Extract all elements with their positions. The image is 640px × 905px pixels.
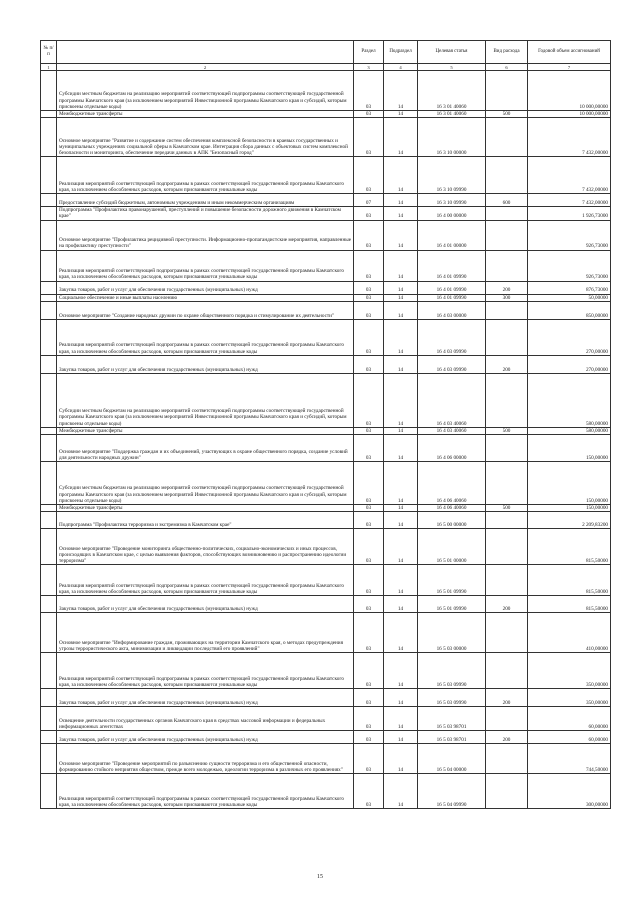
row-target-cell: 16 4 03 40060 xyxy=(418,373,486,427)
row-amount-cell: 270,00000 xyxy=(528,355,611,373)
row-num-cell xyxy=(41,596,57,613)
row-section-cell: 03 xyxy=(354,707,384,731)
row-section-cell: 07 xyxy=(354,194,384,207)
row-subsection-cell: 14 xyxy=(384,744,418,774)
row-amount-cell: 300,00000 xyxy=(528,774,611,809)
row-section-cell: 03 xyxy=(354,294,384,301)
header-exptype: Вид расхода xyxy=(486,41,528,64)
row-target-cell: 16 5 03 98701 xyxy=(418,731,486,744)
colnum: 1 xyxy=(41,64,57,71)
header-amount: Годовой объем ассигнований xyxy=(528,41,611,64)
header-section: Раздел xyxy=(354,41,384,64)
row-name-cell: Подпрограмма "Профилактика правонарушений, преступлений и повышение безопасности дорожного движения в Камчатском крае" xyxy=(57,207,354,220)
row-exptype-cell xyxy=(486,250,528,281)
row-subsection-cell: 14 xyxy=(384,207,418,220)
row-target-cell: 16 3 10 09990 xyxy=(418,157,486,194)
table-row xyxy=(41,157,611,194)
row-section-cell: 03 xyxy=(354,565,384,596)
row-subsection-cell: 14 xyxy=(384,157,418,194)
row-amount-cell: 580,00000 xyxy=(528,427,611,434)
row-name-cell: Реализация мероприятий соответствующей подпрограммы в рамках соответствующей государственной программы Камчатского края, за исключением обособленных расходов, которым присваиваются уникальные коды xyxy=(57,319,354,355)
row-name-cell: Субсидии местным бюджетам на реализацию мероприятий соответствующей подпрограммы соответствующей государственной программы Камчатского края (за исключением мероприятий Инвестиционной программы Камчатского края и субсидий, которым присвоены отдельные коды) xyxy=(57,71,354,111)
row-amount-cell: 580,00000 xyxy=(528,373,611,427)
row-num-cell xyxy=(41,689,57,707)
table-row xyxy=(41,71,611,111)
row-section-cell: 03 xyxy=(354,118,384,157)
row-target-cell: 16 5 04 09990 xyxy=(418,774,486,809)
row-target-cell: 16 4 06 00000 xyxy=(418,435,486,462)
row-section-cell: 03 xyxy=(354,220,384,250)
row-amount-cell: 350,00000 xyxy=(528,689,611,707)
row-num-cell xyxy=(41,294,57,301)
row-amount-cell: 50,00000 xyxy=(528,294,611,301)
row-exptype-cell: 200 xyxy=(486,281,528,294)
row-section-cell: 03 xyxy=(354,281,384,294)
row-num-cell xyxy=(41,529,57,565)
table-row xyxy=(41,435,611,462)
row-name-cell: Межбюджетные трансферты xyxy=(57,111,354,118)
row-exptype-cell: 300 xyxy=(486,294,528,301)
row-target-cell: 16 5 03 00000 xyxy=(418,613,486,653)
row-num-cell xyxy=(41,207,57,220)
row-subsection-cell: 14 xyxy=(384,565,418,596)
row-exptype-cell: 200 xyxy=(486,731,528,744)
budget-sheet xyxy=(40,40,610,809)
row-subsection-cell: 14 xyxy=(384,250,418,281)
row-num-cell xyxy=(41,774,57,809)
row-subsection-cell: 14 xyxy=(384,653,418,689)
row-num-cell xyxy=(41,250,57,281)
row-section-cell: 03 xyxy=(354,435,384,462)
row-exptype-cell xyxy=(486,435,528,462)
row-section-cell: 03 xyxy=(354,373,384,427)
header-subsection: Подраздел xyxy=(384,41,418,64)
row-amount-cell: 150,00000 xyxy=(528,435,611,462)
row-subsection-cell: 14 xyxy=(384,373,418,427)
table-row xyxy=(41,355,611,373)
row-subsection-cell: 14 xyxy=(384,596,418,613)
row-target-cell: 16 4 00 00000 xyxy=(418,207,486,220)
colnum: 6 xyxy=(486,64,528,71)
table-row xyxy=(41,653,611,689)
row-name-cell: Субсидии местным бюджетам на реализацию мероприятий соответствующей подпрограммы соответствующей государственной программы Камчатского края (за исключением мероприятий Инвестиционной программы Камчатского края и субсидий, которым присвоены отдельные коды) xyxy=(57,462,354,505)
row-target-cell: 16 4 01 09990 xyxy=(418,281,486,294)
row-exptype-cell xyxy=(486,71,528,111)
row-num-cell xyxy=(41,373,57,427)
row-section-cell: 03 xyxy=(354,301,384,319)
row-section-cell: 03 xyxy=(354,744,384,774)
row-subsection-cell: 14 xyxy=(384,774,418,809)
row-name-cell: Реализация мероприятий соответствующей подпрограммы в рамках соответствующей государственной программы Камчатского края, за исключением обособленных расходов, которым присваиваются уникальные коды xyxy=(57,653,354,689)
row-exptype-cell xyxy=(486,462,528,505)
table-row xyxy=(41,220,611,250)
table-row xyxy=(41,565,611,596)
row-subsection-cell: 14 xyxy=(384,319,418,355)
row-num-cell xyxy=(41,613,57,653)
row-num-cell xyxy=(41,111,57,118)
colnum: 4 xyxy=(384,64,418,71)
row-amount-cell: 7 432,00000 xyxy=(528,157,611,194)
row-exptype-cell: 600 xyxy=(486,194,528,207)
row-target-cell: 16 5 03 98701 xyxy=(418,707,486,731)
row-subsection-cell: 14 xyxy=(384,355,418,373)
row-target-cell: 16 4 01 09990 xyxy=(418,294,486,301)
row-section-cell: 03 xyxy=(354,529,384,565)
row-target-cell: 16 5 01 09990 xyxy=(418,596,486,613)
row-subsection-cell: 14 xyxy=(384,707,418,731)
row-target-cell: 16 4 06 40060 xyxy=(418,505,486,512)
row-num-cell xyxy=(41,319,57,355)
row-section-cell: 03 xyxy=(354,731,384,744)
table-row xyxy=(41,373,611,427)
colnum: 7 xyxy=(528,64,611,71)
row-subsection-cell: 14 xyxy=(384,118,418,157)
row-name-cell: Основное мероприятие "Информирование граждан, проживающих на территории Камчатского края, о методах предупреждения угрозы террористического акта, минимизации и ликвидации последствий его проявлений" xyxy=(57,613,354,653)
row-exptype-cell xyxy=(486,707,528,731)
row-subsection-cell: 14 xyxy=(384,435,418,462)
row-name-cell: Реализация мероприятий соответствующей подпрограммы в рамках соответствующей государственной программы Камчатского края, за исключением обособленных расходов, которым присваиваются уникальные коды xyxy=(57,565,354,596)
row-subsection-cell: 14 xyxy=(384,689,418,707)
row-name-cell: Основное мероприятие "Проведение мероприятий по разъяснению сущности терроризма и его общественной опасности, формированию стойкого неприятия обществом, прежде всего молодежью, идеологии терроризма в различных его проявлениях" xyxy=(57,744,354,774)
row-exptype-cell xyxy=(486,220,528,250)
row-name-cell: Основное мероприятие "Развитие и содержание систем обеспечения комплексной безопасности в краевых государственных и муниципальных учреждениях социальной сферы в Камчатском крае. Интеграция сбора данных с объектовых систем комплексной безопасности и мониторинга, обеспечение передачи данных в АПК "Безопасный город" xyxy=(57,118,354,157)
table-row xyxy=(41,731,611,744)
column-number-row xyxy=(41,64,611,71)
row-name-cell: Межбюджетные трансферты xyxy=(57,427,354,434)
row-section-cell: 03 xyxy=(354,71,384,111)
row-name-cell: Межбюджетные трансферты xyxy=(57,505,354,512)
row-exptype-cell xyxy=(486,565,528,596)
table-row xyxy=(41,118,611,157)
row-target-cell: 16 5 04 00000 xyxy=(418,744,486,774)
row-amount-cell: 926,73000 xyxy=(528,220,611,250)
row-amount-cell: 10 000,00000 xyxy=(528,71,611,111)
row-name-cell: Предоставление субсидий бюджетным, автономным учреждениям и иным некоммерческим организациям xyxy=(57,194,354,207)
row-subsection-cell: 14 xyxy=(384,71,418,111)
row-num-cell xyxy=(41,355,57,373)
table-row xyxy=(41,505,611,512)
row-amount-cell: 7 432,00000 xyxy=(528,194,611,207)
table-row xyxy=(41,462,611,505)
row-amount-cell: 270,00000 xyxy=(528,319,611,355)
row-amount-cell: 815,50000 xyxy=(528,529,611,565)
row-subsection-cell: 14 xyxy=(384,512,418,529)
row-target-cell: 16 5 03 09990 xyxy=(418,689,486,707)
table-row xyxy=(41,689,611,707)
row-section-cell: 03 xyxy=(354,653,384,689)
row-num-cell xyxy=(41,194,57,207)
row-section-cell: 03 xyxy=(354,111,384,118)
colnum: 5 xyxy=(418,64,486,71)
row-section-cell: 03 xyxy=(354,596,384,613)
header-name xyxy=(57,41,354,64)
row-amount-cell: 60,00000 xyxy=(528,731,611,744)
row-section-cell: 03 xyxy=(354,319,384,355)
row-amount-cell: 876,73000 xyxy=(528,281,611,294)
row-exptype-cell: 500 xyxy=(486,111,528,118)
row-name-cell: Субсидии местным бюджетам на реализацию мероприятий соответствующей подпрограммы соответствующей государственной программы Камчатского края (за исключением мероприятий Инвестиционной программы Камчатского края и субсидий, которым присвоены отдельные коды) xyxy=(57,373,354,427)
row-amount-cell: 410,00000 xyxy=(528,613,611,653)
row-name-cell: Основное мероприятие "Создание народных дружин по охране общественного порядка и стимулирование их деятельности" xyxy=(57,301,354,319)
row-target-cell: 16 4 03 40060 xyxy=(418,427,486,434)
row-name-cell: Реализация мероприятий соответствующей подпрограммы в рамках соответствующей государственной программы Камчатского края, за исключением обособленных расходов, которым присваиваются уникальные коды xyxy=(57,250,354,281)
row-num-cell xyxy=(41,281,57,294)
row-amount-cell: 10 000,00000 xyxy=(528,111,611,118)
row-exptype-cell: 200 xyxy=(486,596,528,613)
row-exptype-cell xyxy=(486,301,528,319)
table-header-row xyxy=(41,41,611,64)
table-row xyxy=(41,207,611,220)
row-amount-cell: 850,00000 xyxy=(528,301,611,319)
row-section-cell: 03 xyxy=(354,250,384,281)
row-exptype-cell xyxy=(486,529,528,565)
row-subsection-cell: 14 xyxy=(384,294,418,301)
row-exptype-cell xyxy=(486,157,528,194)
row-exptype-cell xyxy=(486,744,528,774)
row-exptype-cell: 500 xyxy=(486,427,528,434)
table-row xyxy=(41,319,611,355)
row-target-cell: 16 4 03 09990 xyxy=(418,319,486,355)
row-num-cell xyxy=(41,435,57,462)
row-exptype-cell xyxy=(486,118,528,157)
row-subsection-cell: 14 xyxy=(384,529,418,565)
row-target-cell: 16 4 01 00000 xyxy=(418,220,486,250)
table-row xyxy=(41,774,611,809)
table-row xyxy=(41,427,611,434)
row-name-cell: Реализация мероприятий соответствующей подпрограммы в рамках соответствующей государственной программы Камчатского края, за исключением обособленных расходов, которым присваиваются уникальные коды xyxy=(57,774,354,809)
row-num-cell xyxy=(41,301,57,319)
page-number: 15 xyxy=(317,874,323,880)
row-num-cell xyxy=(41,512,57,529)
row-exptype-cell: 500 xyxy=(486,505,528,512)
budget-table xyxy=(40,40,611,809)
row-subsection-cell: 14 xyxy=(384,301,418,319)
table-row xyxy=(41,194,611,207)
row-section-cell: 03 xyxy=(354,207,384,220)
row-target-cell: 16 3 01 40060 xyxy=(418,71,486,111)
row-target-cell: 16 4 03 00000 xyxy=(418,301,486,319)
row-num-cell xyxy=(41,653,57,689)
colnum: 2 xyxy=(57,64,354,71)
table-row xyxy=(41,529,611,565)
row-subsection-cell: 14 xyxy=(384,462,418,505)
colnum: 3 xyxy=(354,64,384,71)
table-row xyxy=(41,512,611,529)
row-subsection-cell: 14 xyxy=(384,427,418,434)
row-target-cell: 16 5 03 09990 xyxy=(418,653,486,689)
header-num: № п/п xyxy=(41,41,57,64)
row-exptype-cell xyxy=(486,319,528,355)
row-num-cell xyxy=(41,744,57,774)
table-body xyxy=(41,64,611,809)
row-target-cell: 16 4 01 09990 xyxy=(418,250,486,281)
row-target-cell: 16 5 01 09990 xyxy=(418,565,486,596)
row-target-cell: 16 4 03 09990 xyxy=(418,355,486,373)
row-section-cell: 03 xyxy=(354,689,384,707)
row-target-cell: 16 5 00 00000 xyxy=(418,512,486,529)
row-amount-cell: 1 926,73000 xyxy=(528,207,611,220)
row-exptype-cell xyxy=(486,653,528,689)
table-row xyxy=(41,281,611,294)
row-name-cell: Закупка товаров, работ и услуг для обеспечения государственных (муниципальных) нужд xyxy=(57,731,354,744)
row-amount-cell: 815,50000 xyxy=(528,565,611,596)
row-target-cell: 16 5 01 00000 xyxy=(418,529,486,565)
row-num-cell xyxy=(41,505,57,512)
row-name-cell: Закупка товаров, работ и услуг для обеспечения государственных (муниципальных) нужд xyxy=(57,596,354,613)
row-name-cell: Основное мероприятие "Профилактика рецидивной преступности. Информационно-пропагандистские мероприятия, направленные на профилактику преступности" xyxy=(57,220,354,250)
row-num-cell xyxy=(41,71,57,111)
row-num-cell xyxy=(41,565,57,596)
row-name-cell: Социальное обеспечение и иные выплаты населению xyxy=(57,294,354,301)
row-target-cell: 16 3 10 00000 xyxy=(418,118,486,157)
row-section-cell: 03 xyxy=(354,462,384,505)
row-name-cell: Основное мероприятие "Проведение мониторинга общественно-политических, социально-экономических и иных процессов, происходящих в Камчатском крае, с целью выявления факторов, способствующих возникновению и распространению идеологии терроризма" xyxy=(57,529,354,565)
row-name-cell: Освещение деятельности государственных органов Камчатского края в средствах массовой информации и федеральных информационных агентствах xyxy=(57,707,354,731)
table-row xyxy=(41,613,611,653)
table-row xyxy=(41,111,611,118)
row-num-cell xyxy=(41,118,57,157)
row-num-cell xyxy=(41,462,57,505)
table-row xyxy=(41,707,611,731)
row-amount-cell: 744,50000 xyxy=(528,744,611,774)
row-exptype-cell xyxy=(486,613,528,653)
row-name-cell: Закупка товаров, работ и услуг для обеспечения государственных (муниципальных) нужд xyxy=(57,281,354,294)
header-target: Целевая статья xyxy=(418,41,486,64)
row-target-cell: 16 3 10 09990 xyxy=(418,194,486,207)
row-name-cell: Реализация мероприятий соответствующей подпрограммы в рамках соответствующей государственной программы Камчатского края, за исключением обособленных расходов, которым присваиваются уникальные коды xyxy=(57,157,354,194)
row-exptype-cell xyxy=(486,774,528,809)
row-name-cell: Основное мероприятие "Поддержка граждан и их объединений, участвующих в охране общественного порядка, создание условий для деятельности народных дружин" xyxy=(57,435,354,462)
row-name-cell: Закупка товаров, работ и услуг для обеспечения государственных (муниципальных) нужд xyxy=(57,689,354,707)
row-subsection-cell: 14 xyxy=(384,613,418,653)
table-row xyxy=(41,301,611,319)
table-row xyxy=(41,596,611,613)
table-row xyxy=(41,744,611,774)
row-subsection-cell: 14 xyxy=(384,111,418,118)
row-subsection-cell: 14 xyxy=(384,505,418,512)
row-amount-cell: 815,50000 xyxy=(528,596,611,613)
table-row xyxy=(41,294,611,301)
row-target-cell: 16 3 01 40060 xyxy=(418,111,486,118)
row-exptype-cell: 200 xyxy=(486,355,528,373)
row-amount-cell: 150,00000 xyxy=(528,505,611,512)
row-name-cell: Закупка товаров, работ и услуг для обеспечения государственных (муниципальных) нужд xyxy=(57,355,354,373)
row-amount-cell: 2 209,83200 xyxy=(528,512,611,529)
row-exptype-cell xyxy=(486,373,528,427)
row-section-cell: 03 xyxy=(354,427,384,434)
row-amount-cell: 926,73000 xyxy=(528,250,611,281)
row-section-cell: 03 xyxy=(354,774,384,809)
row-amount-cell: 7 432,00000 xyxy=(528,118,611,157)
row-subsection-cell: 14 xyxy=(384,731,418,744)
row-section-cell: 03 xyxy=(354,505,384,512)
row-subsection-cell: 14 xyxy=(384,220,418,250)
row-target-cell: 16 4 06 40060 xyxy=(418,462,486,505)
row-amount-cell: 350,00000 xyxy=(528,653,611,689)
row-name-cell: Подпрограмма "Профилактика терроризма и экстремизма в Камчатском крае" xyxy=(57,512,354,529)
row-section-cell: 03 xyxy=(354,157,384,194)
row-section-cell: 03 xyxy=(354,512,384,529)
row-subsection-cell: 14 xyxy=(384,281,418,294)
row-exptype-cell xyxy=(486,207,528,220)
row-exptype-cell xyxy=(486,512,528,529)
row-section-cell: 03 xyxy=(354,355,384,373)
row-section-cell: 03 xyxy=(354,613,384,653)
row-num-cell xyxy=(41,220,57,250)
row-num-cell xyxy=(41,157,57,194)
table-row xyxy=(41,250,611,281)
row-amount-cell: 150,00000 xyxy=(528,462,611,505)
row-amount-cell: 60,00000 xyxy=(528,707,611,731)
row-subsection-cell: 14 xyxy=(384,194,418,207)
row-num-cell xyxy=(41,427,57,434)
row-exptype-cell: 200 xyxy=(486,689,528,707)
row-num-cell xyxy=(41,707,57,731)
row-num-cell xyxy=(41,731,57,744)
